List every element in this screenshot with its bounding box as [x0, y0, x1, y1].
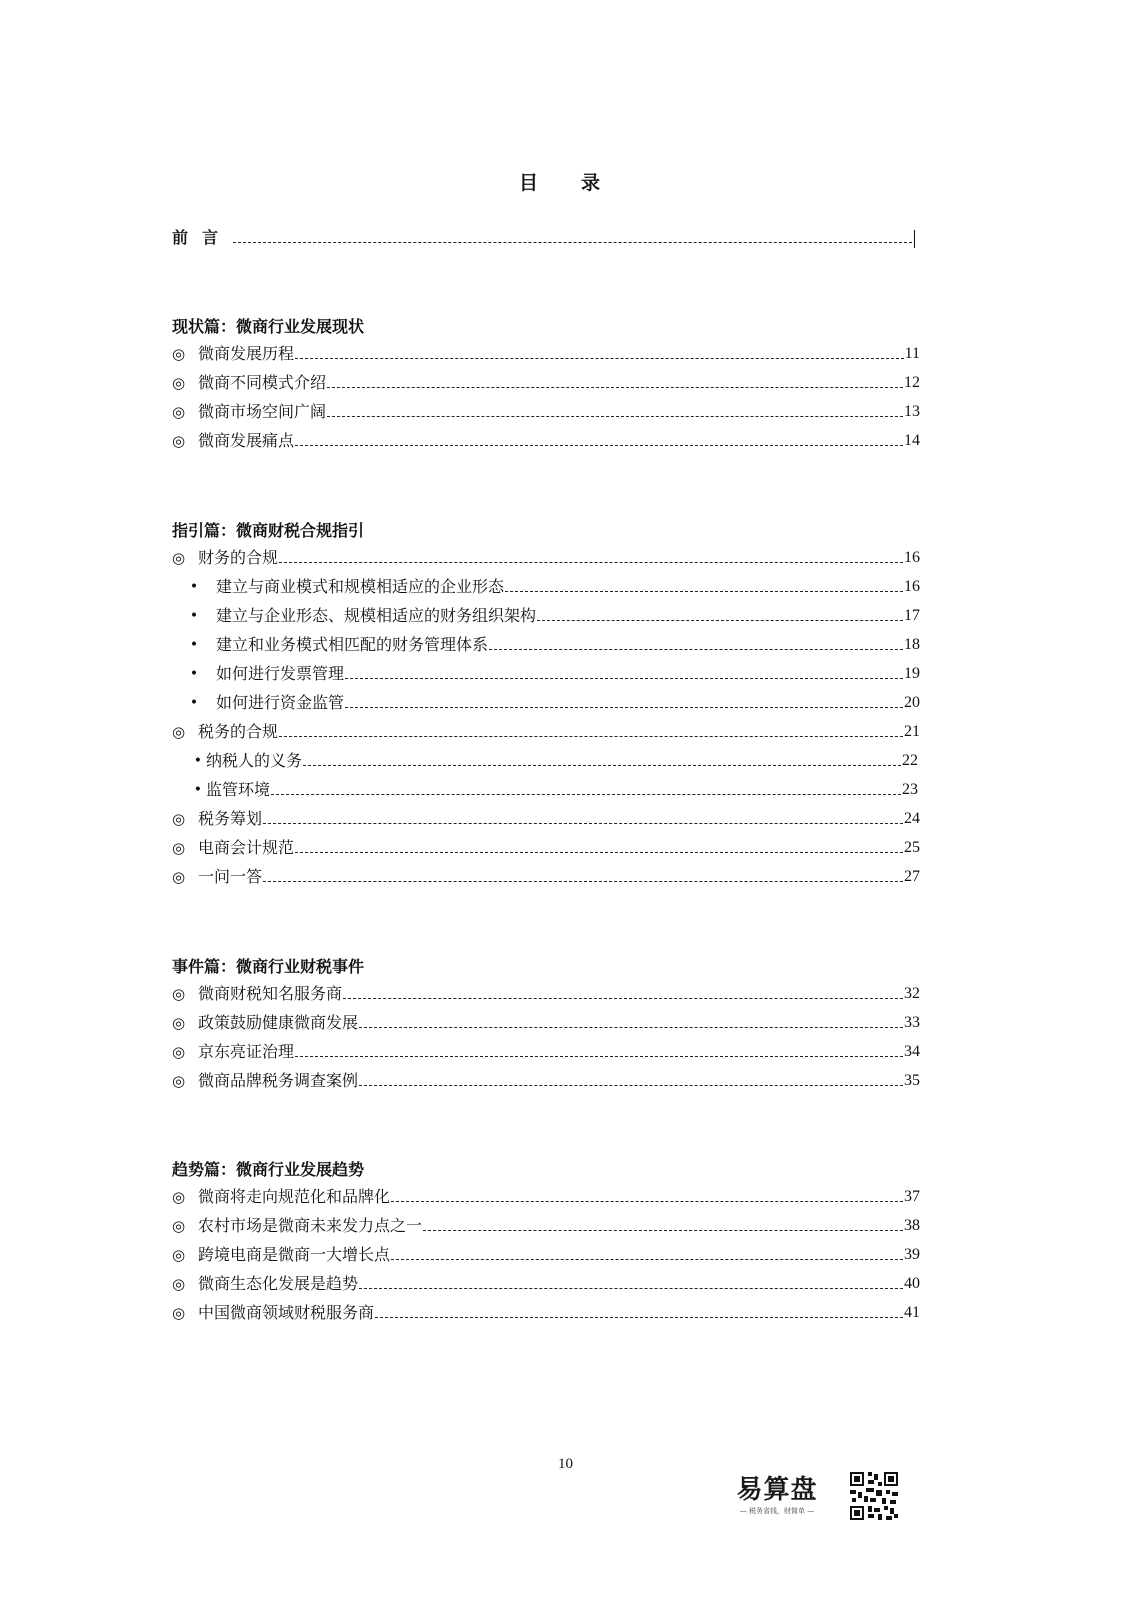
toc-page-number: 41: [904, 1304, 920, 1321]
toc-entry-label: 微商发展历程: [198, 344, 295, 363]
toc-entry[interactable]: [172, 863, 920, 887]
toc-entry[interactable]: [172, 427, 920, 451]
toc-subentry[interactable]: [172, 689, 920, 713]
toc-page-number: 25: [904, 839, 920, 856]
toc-subentry[interactable]: [172, 602, 920, 626]
dot-leader: [343, 998, 903, 999]
toc-entry[interactable]: [172, 1183, 920, 1207]
section-heading-guide: 指引篇：微商财税合规指引: [172, 521, 365, 540]
toc-page-number: 33: [904, 1014, 920, 1031]
brand-logo-text: 易算盘: [736, 1475, 818, 1505]
toc-entry-label: 电商会计规范: [198, 838, 295, 857]
toc-entry[interactable]: [172, 398, 920, 422]
toc-page-number: 32: [904, 985, 920, 1002]
dot-leader: [271, 794, 901, 795]
brand-tagline: — 税务省钱，财简单 —: [739, 1507, 815, 1515]
page-number: 10: [558, 1456, 573, 1472]
dot-leader: [295, 445, 903, 446]
toc-entry-label: 税务的合规: [198, 722, 279, 741]
bullet-icon: •: [189, 608, 199, 624]
toc-page-number: 24: [904, 810, 920, 827]
toc-entry[interactable]: [172, 1299, 920, 1323]
toc-page-number: 22: [902, 752, 918, 769]
toc-subentry[interactable]: [172, 776, 918, 800]
double-circle-icon: ◎: [172, 549, 186, 567]
toc-page-number: 20: [904, 694, 920, 711]
brand-logo: [728, 1476, 826, 1516]
page-title: 目 录: [518, 172, 612, 194]
double-circle-icon: ◎: [172, 810, 186, 828]
double-circle-icon: ◎: [172, 1014, 186, 1032]
toc-page-number: 13: [904, 403, 920, 420]
double-circle-icon: ◎: [172, 1043, 186, 1061]
toc-page-number: 27: [904, 868, 920, 885]
toc-entry-label: 农村市场是微商未来发力点之一: [198, 1216, 423, 1235]
dot-leader: [423, 1230, 903, 1231]
double-circle-icon: ◎: [172, 985, 186, 1003]
dot-leader: [391, 1259, 903, 1260]
toc-entry[interactable]: [172, 980, 920, 1004]
toc-page-number: 17: [904, 607, 920, 624]
toc-page-number: 11: [904, 345, 920, 362]
toc-entry-label: 微商市场空间广阔: [198, 402, 327, 421]
double-circle-icon: ◎: [172, 1217, 186, 1235]
double-circle-icon: ◎: [172, 345, 186, 363]
toc-entry-label: 政策鼓励健康微商发展: [198, 1013, 359, 1032]
toc-entry-label: 财务的合规: [198, 548, 279, 567]
dot-leader: [359, 1288, 903, 1289]
toc-entry[interactable]: [172, 1270, 920, 1294]
toc-page-number: 40: [904, 1275, 920, 1292]
qr-code-icon: [848, 1470, 900, 1522]
toc-entry[interactable]: [172, 1212, 920, 1236]
toc-page-number: 16: [904, 578, 920, 595]
dot-leader: [391, 1201, 903, 1202]
dot-leader: [359, 1085, 903, 1086]
toc-entry-label: 税务筹划: [198, 809, 263, 828]
bullet-icon: •: [189, 637, 199, 653]
toc-entry[interactable]: [172, 544, 920, 568]
double-circle-icon: ◎: [172, 374, 186, 392]
double-circle-icon: ◎: [172, 1304, 186, 1322]
bullet-icon: •: [189, 579, 199, 595]
section-heading-events: 事件篇：微商行业财税事件: [172, 957, 365, 976]
toc-entry[interactable]: [172, 1067, 920, 1091]
toc-entry-label: 建立与企业形态、规模相适应的财务组织架构: [216, 606, 537, 625]
toc-page-number: 21: [904, 723, 920, 740]
dot-leader: [263, 881, 903, 882]
toc-entry-label: 微商财税知名服务商: [198, 984, 343, 1003]
dot-leader: [537, 620, 903, 621]
toc-entry-label: 中国微商领域财税服务商: [198, 1303, 375, 1322]
toc-subentry[interactable]: [172, 631, 920, 655]
dot-leader: [327, 387, 903, 388]
toc-entry-label: 京东亮证治理: [198, 1042, 295, 1061]
toc-page-number: 38: [904, 1217, 920, 1234]
dot-leader: [295, 1056, 903, 1057]
toc-entry-label: 前言: [172, 228, 233, 247]
toc-entry[interactable]: [172, 718, 920, 742]
dot-leader: [359, 1027, 903, 1028]
dot-leader: [345, 678, 903, 679]
toc-entry-label: 建立和业务模式相匹配的财务管理体系: [216, 635, 489, 654]
dot-leader: [295, 852, 903, 853]
toc-entry-label: 微商将走向规范化和品牌化: [198, 1187, 391, 1206]
double-circle-icon: ◎: [172, 868, 186, 886]
dot-leader: [233, 242, 912, 243]
toc-entry-label: 一问一答: [198, 867, 263, 886]
toc-entry-label: 微商品牌税务调查案例: [198, 1071, 359, 1090]
dot-leader: [489, 649, 903, 650]
double-circle-icon: ◎: [172, 1188, 186, 1206]
toc-entry[interactable]: [172, 805, 920, 829]
double-circle-icon: ◎: [172, 432, 186, 450]
toc-page-number: 37: [904, 1188, 920, 1205]
toc-page-number: 18: [904, 636, 920, 653]
double-circle-icon: ◎: [172, 1246, 186, 1264]
bullet-icon: •: [193, 753, 202, 769]
toc-subentry[interactable]: [172, 660, 920, 684]
toc-page-number: 39: [904, 1246, 920, 1263]
dot-leader: [375, 1317, 903, 1318]
double-circle-icon: ◎: [172, 1275, 186, 1293]
toc-entry-label: 监管环境: [206, 780, 271, 799]
toc-entry-label: 跨境电商是微商一大增长点: [198, 1245, 391, 1264]
toc-entry[interactable]: [172, 1009, 920, 1033]
toc-page-number: 16: [904, 549, 920, 566]
double-circle-icon: ◎: [172, 403, 186, 421]
toc-page-number: 34: [904, 1043, 920, 1060]
double-circle-icon: ◎: [172, 723, 186, 741]
toc-page-number: 14: [904, 432, 920, 449]
toc-subentry[interactable]: [172, 747, 918, 771]
toc-entry[interactable]: [172, 834, 920, 858]
toc-page-number: 23: [902, 781, 918, 798]
toc-entry-label: 如何进行资金监管: [216, 693, 345, 712]
toc-page-number: 19: [904, 665, 920, 682]
toc-subentry[interactable]: [172, 573, 920, 597]
dot-leader: [505, 591, 903, 592]
bullet-icon: •: [189, 695, 199, 711]
dot-leader: [303, 765, 901, 766]
toc-entry[interactable]: [172, 1038, 920, 1062]
toc-page-number: 12: [904, 374, 920, 391]
dot-leader: [345, 707, 903, 708]
toc-entry[interactable]: [172, 369, 920, 393]
end-bar: [914, 230, 915, 248]
dot-leader: [295, 358, 904, 359]
toc-entry-label: 微商生态化发展是趋势: [198, 1274, 359, 1293]
toc-entry-label: 如何进行发票管理: [216, 664, 345, 683]
toc-entry-label: 建立与商业模式和规模相适应的企业形态: [216, 577, 505, 596]
toc-entry[interactable]: [172, 1241, 920, 1265]
toc-entry-preface[interactable]: [172, 224, 915, 248]
toc-page-number: 35: [904, 1072, 920, 1089]
toc-entry-label: 微商不同模式介绍: [198, 373, 327, 392]
double-circle-icon: ◎: [172, 1072, 186, 1090]
double-circle-icon: ◎: [172, 839, 186, 857]
section-heading-trends: 趋势篇：微商行业发展趋势: [172, 1160, 365, 1179]
toc-entry-label: 微商发展痛点: [198, 431, 295, 450]
bullet-icon: •: [189, 666, 199, 682]
dot-leader: [327, 416, 903, 417]
dot-leader: [279, 736, 903, 737]
toc-entry-label: 纳税人的义务: [206, 751, 303, 770]
section-heading-status: 现状篇：微商行业发展现状: [172, 317, 365, 336]
toc-entry[interactable]: [172, 340, 920, 364]
bullet-icon: •: [193, 782, 202, 798]
dot-leader: [263, 823, 903, 824]
dot-leader: [279, 562, 903, 563]
